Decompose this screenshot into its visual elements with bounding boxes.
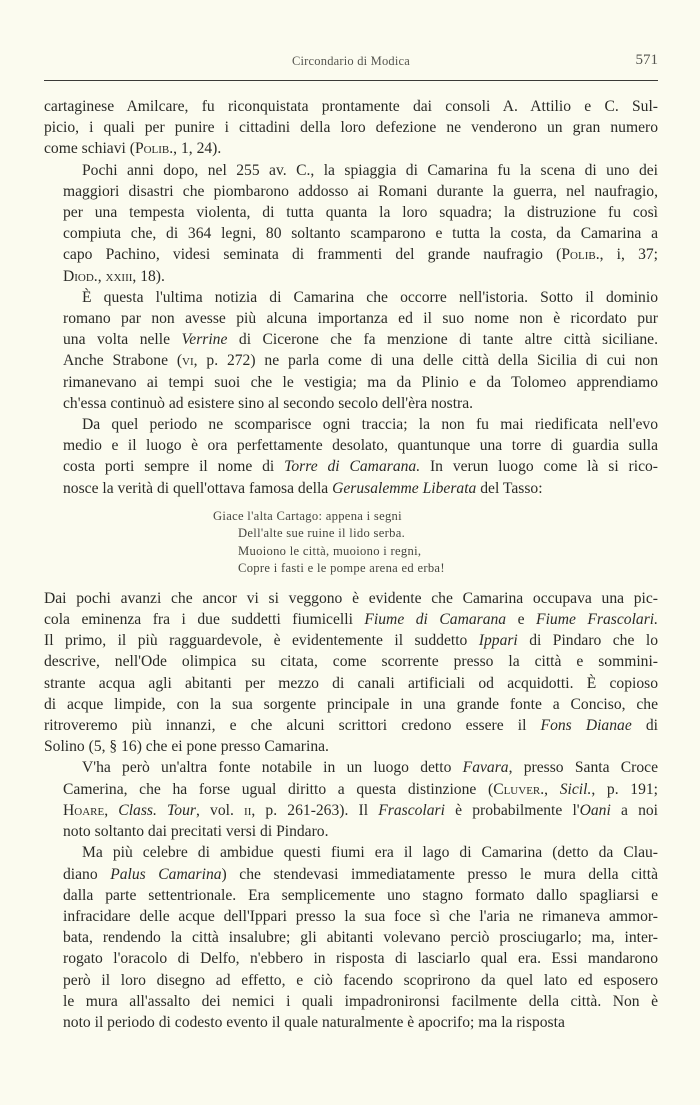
text-line bbox=[44, 609, 658, 630]
text-run: , presso Santa Croce bbox=[508, 759, 658, 777]
italic-text: Oani bbox=[579, 801, 611, 819]
running-title: Circondario di Modica bbox=[291, 54, 411, 68]
verse-line: Giace l'alta Cartago: appena i segni bbox=[213, 508, 402, 523]
text-line bbox=[44, 244, 658, 265]
paragraph bbox=[44, 287, 658, 414]
text-line bbox=[44, 350, 658, 371]
text-run: Il primo, il più ragguardevole, è evidentemente il suddetto bbox=[44, 632, 479, 650]
text-run: per una tempesta violenta, di tutta quanta la loro squadra; la distruzione fu così bbox=[63, 204, 658, 222]
small-caps-text: xxiii bbox=[105, 267, 133, 285]
text-run: una volta nelle bbox=[63, 331, 182, 349]
text-line bbox=[44, 287, 658, 308]
text-line bbox=[44, 715, 658, 736]
text-run: , bbox=[97, 267, 106, 285]
running-head bbox=[44, 52, 658, 72]
text-line bbox=[44, 329, 658, 350]
text-line bbox=[44, 160, 658, 181]
italic-text: Frascolari bbox=[378, 801, 445, 819]
text-run: di acque limpide, con la sua sorgente principale in una grande fonte a Conciso, che bbox=[44, 695, 658, 713]
text-run: , bbox=[544, 780, 560, 798]
text-run: V'ha però un'altra fonte notabile in un luogo detto bbox=[82, 759, 463, 777]
text-run: Ma più celebre di ambidue questi fiumi era il lago di Camarina (detto da Clau- bbox=[82, 844, 658, 862]
small-caps-text: Cluver. bbox=[493, 780, 545, 798]
text-run: è probabilmente l' bbox=[444, 801, 580, 819]
small-caps-text: vi bbox=[182, 352, 194, 370]
text-line bbox=[44, 266, 658, 287]
text-line bbox=[44, 694, 658, 715]
small-caps-text: Diod. bbox=[63, 267, 98, 285]
text-run: , bbox=[104, 801, 119, 819]
paragraphs-before-verse bbox=[44, 96, 658, 499]
paragraph bbox=[44, 757, 658, 842]
text-line bbox=[44, 588, 658, 609]
text-line bbox=[44, 372, 658, 393]
italic-text: Fiume Frascolari. bbox=[536, 611, 658, 629]
text-line bbox=[44, 821, 658, 842]
paragraph bbox=[44, 842, 658, 1033]
text-run: , p. 261-263). Il bbox=[251, 801, 379, 819]
text-run: Pochi anni dopo, nel 255 av. C., la spiaggia di Camarina fu la scena di uno dei bbox=[82, 161, 658, 179]
text-run: compiuta che, di 364 legni, 80 soltanto scamparono e tutta la costa, da Camarina a bbox=[63, 225, 658, 243]
text-run: , 1, 24). bbox=[173, 140, 222, 158]
text-line bbox=[44, 864, 658, 885]
paragraph bbox=[44, 414, 658, 499]
text-line bbox=[44, 842, 658, 863]
text-line bbox=[44, 757, 658, 778]
italic-text: Fiume di Camarana bbox=[364, 611, 507, 629]
italic-text: Torre di Camarana. bbox=[284, 458, 421, 476]
text-run: , p. 191; bbox=[591, 780, 659, 798]
text-line bbox=[44, 991, 658, 1012]
small-caps-text: Polib. bbox=[134, 140, 174, 158]
text-run: In verun luogo come là si rico- bbox=[420, 458, 658, 476]
text-line bbox=[44, 456, 658, 477]
text-line bbox=[44, 736, 658, 757]
text-run: di bbox=[631, 717, 658, 735]
text-line bbox=[44, 393, 658, 414]
text-line bbox=[44, 673, 658, 694]
text-run: ) che stendevasi immediatamente presso le mura della città bbox=[221, 865, 658, 883]
text-run: , i, 37; bbox=[599, 246, 659, 264]
text-run: a noi bbox=[610, 801, 659, 819]
text-run: picio, i quali per punire i cittadini della loro defezione ne venderono un gran numero bbox=[44, 119, 658, 137]
text-run: cartaginese Amilcare, fu riconquistata prontamente dai consoli A. Attilio e C. Sul- bbox=[44, 98, 658, 115]
italic-text: Favara bbox=[462, 759, 509, 777]
text-run: bata, rendendo la città insalubre; gli abitanti volevano perciò prosciugarlo; ma, inter- bbox=[63, 929, 658, 947]
paragraph bbox=[44, 96, 658, 160]
text-run: diano bbox=[63, 865, 111, 883]
text-run: di Pindaro che lo bbox=[517, 632, 658, 650]
text-line bbox=[44, 885, 658, 906]
text-line bbox=[44, 96, 658, 117]
italic-text: Ippari bbox=[478, 632, 518, 650]
text-run: capo Pachino, videsi seminata di frammenti del grande naufragio ( bbox=[63, 246, 562, 264]
text-run: descrive, nell'Ode olimpica su citata, come scorrente presso la città e sommini- bbox=[44, 653, 658, 671]
text-run: strante acqua agli abitanti per mezzo di canali artificiali od acquidotti. È copioso bbox=[44, 674, 658, 692]
text-run: , p. 272) ne parla come di una delle città della Sicilia di cui non bbox=[193, 352, 658, 370]
text-line bbox=[44, 181, 658, 202]
text-line bbox=[44, 117, 658, 138]
text-line bbox=[44, 1012, 658, 1033]
text-run: Anche Strabone ( bbox=[63, 352, 183, 370]
text-run: noto soltanto dai precitati versi di Pindaro. bbox=[63, 823, 329, 841]
verse-line: Copre i fasti e le pompe arena ed erba! bbox=[238, 561, 445, 576]
text-run: rimanevano ai tempi suoi che le vestigia; ma da Plinio e da Tolomeo apprendiamo bbox=[63, 373, 658, 391]
text-run: Da quel periodo ne scomparisce ogni traccia; la non fu mai riedificata nell'evo bbox=[82, 416, 658, 434]
page-number: 571 bbox=[635, 52, 658, 68]
verse-line: Muoiono le città, muoiono i regni, bbox=[238, 543, 422, 558]
text-run: costa porti sempre il nome di bbox=[63, 458, 285, 476]
text-run: romano par non avesse più alcuna importanza ed il suo nome non è ricordato pur bbox=[63, 310, 658, 328]
small-caps-text: Polib. bbox=[561, 246, 600, 264]
text-run: Solino (5, § 16) che ei pone presso Camarina. bbox=[44, 738, 329, 756]
text-line bbox=[44, 138, 658, 159]
body-text bbox=[44, 96, 658, 1033]
text-run: Camerina, che ha forse ugual diritto a questa distinzione ( bbox=[63, 780, 494, 798]
text-line bbox=[44, 202, 658, 223]
verse-line: Dell'alte sue ruine il lido serba. bbox=[238, 526, 406, 541]
italic-text: Palus Camarina bbox=[110, 865, 222, 883]
text-line bbox=[44, 927, 658, 948]
text-run: e bbox=[506, 611, 537, 629]
text-run: di Cicerone che fa menzione di tante altre città siciliane. bbox=[227, 331, 658, 349]
text-line bbox=[44, 308, 658, 329]
text-run: infracidare delle acque dell'Ippari presso la sua foce sì che l'aria ne rimaneva ammor- bbox=[63, 907, 658, 925]
text-line bbox=[44, 435, 658, 456]
text-run: ritroveremo più innanzi, e che alcuni scrittori credono essere il bbox=[44, 717, 541, 735]
paragraph bbox=[44, 160, 658, 287]
italic-text: Verrine bbox=[181, 331, 228, 349]
text-line bbox=[44, 630, 658, 651]
text-line bbox=[44, 223, 658, 244]
text-line bbox=[44, 948, 658, 969]
text-run: cola eminenza fra i due suddetti fiumicelli bbox=[44, 611, 365, 629]
text-run: dalla parte settentrionale. Era semplicemente uno stagno formato dallo spagliarsi e bbox=[63, 886, 658, 904]
text-run: come schiavi ( bbox=[44, 140, 135, 158]
text-run: ch'essa continuò ad esistere sino al secondo secolo dell'èra nostra. bbox=[63, 394, 474, 412]
text-line bbox=[44, 651, 658, 672]
text-line bbox=[44, 800, 658, 821]
text-run: È questa l'ultima notizia di Camarina che occorre nell'istoria. Sotto il dominio bbox=[82, 288, 658, 306]
italic-text: Fons Dianae bbox=[540, 717, 632, 735]
small-caps-text: Hoare bbox=[63, 801, 105, 819]
text-line bbox=[44, 414, 658, 435]
text-run: , vol. bbox=[195, 801, 245, 819]
text-run: nosce la verità di quell'ottava famosa della bbox=[63, 479, 333, 497]
paragraph bbox=[44, 588, 658, 758]
text-line bbox=[44, 478, 658, 499]
header-rule bbox=[44, 80, 658, 81]
text-line bbox=[44, 906, 658, 927]
verse-quotation bbox=[44, 508, 658, 578]
text-line bbox=[44, 970, 658, 991]
paragraphs-after-verse bbox=[44, 588, 658, 1033]
text-run: medio e il luogo è ora perfettamente desolato, quantunque una torre di guardia sulla bbox=[63, 437, 658, 455]
italic-text: Class. Tour bbox=[118, 801, 196, 819]
text-run: rogato l'oracolo di Delfo, n'ebbero in risposta di lasciarlo qual era. Essi mandarono bbox=[63, 950, 658, 968]
text-run: noto il periodo di codesto evento il quale naturalmente è apocrifo; ma la risposta bbox=[63, 1013, 565, 1031]
small-caps-text: ii bbox=[244, 801, 252, 819]
text-run: del Tasso: bbox=[476, 479, 543, 497]
text-run: però il loro disegno ad effetto, e ciò facendo scoprirono da quel lato ed esposero bbox=[63, 971, 658, 989]
text-line bbox=[44, 779, 658, 800]
italic-text: Sicil. bbox=[559, 780, 592, 798]
italic-text: Gerusalemme Liberata bbox=[332, 479, 477, 497]
text-run: , 18). bbox=[132, 267, 165, 285]
text-run: le mura all'assalto dei nemici i quali impadronironsi facilmente della città. Non è bbox=[63, 992, 658, 1010]
text-run: Dai pochi avanzi che ancor vi si veggono è evidente che Camarina occupava una pic- bbox=[44, 589, 658, 607]
text-run: maggiori disastri che piombarono addosso ai Romani durante la guerra, nel naufragio, bbox=[63, 182, 658, 200]
